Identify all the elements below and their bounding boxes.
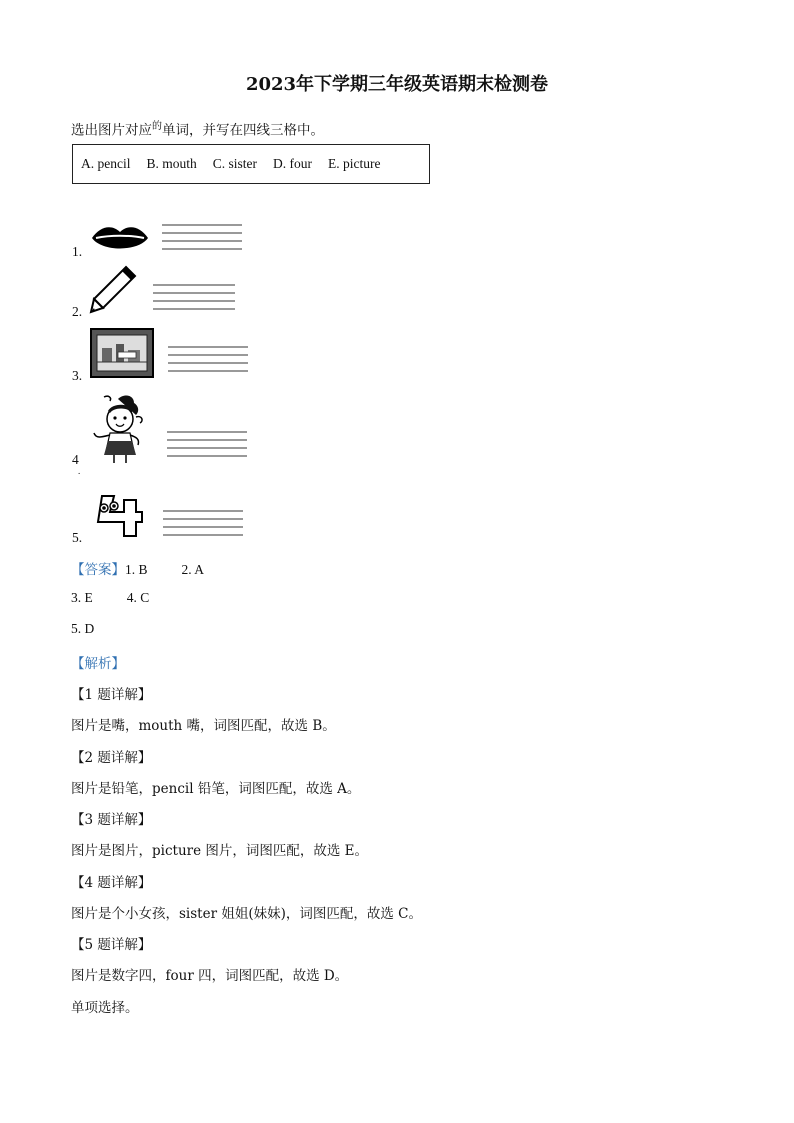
- analysis-label: 【解析】: [71, 656, 125, 672]
- writing-lines: [163, 510, 243, 540]
- question-number: 4: [72, 452, 79, 467]
- option-b: B. mouth: [146, 156, 197, 171]
- section-footer: 单项选择。: [71, 1000, 139, 1016]
- picture-frame-icon: [90, 328, 154, 378]
- writing-lines: [167, 431, 247, 461]
- options-box: [72, 144, 430, 184]
- dot-mark: .: [78, 466, 81, 476]
- question-number: 3.: [72, 368, 83, 383]
- detail-heading: 【1 题详解】: [71, 687, 152, 703]
- writing-lines: [168, 346, 248, 376]
- lips-icon: [90, 222, 150, 254]
- option-d: D. four: [273, 156, 313, 171]
- question-number: 5.: [72, 530, 83, 545]
- detail-body: 图片是个小女孩，sister 姐姐(妹妹)，词图匹配，故选 C。: [71, 906, 422, 922]
- option-c: C. sister: [212, 156, 258, 171]
- number-four-icon: [92, 494, 144, 538]
- option-e: E. picture: [328, 156, 381, 171]
- detail-body: 图片是图片，picture 图片，词图匹配，故选 E。: [71, 843, 369, 859]
- detail-body: 图片是铅笔，pencil 铅笔，词图匹配，故选 A。: [71, 781, 361, 797]
- detail-heading: 【3 题详解】: [71, 812, 152, 828]
- writing-lines: [153, 284, 235, 314]
- instruction: 选出图片对应$^的$单词，并写在四线三格中。: [71, 121, 324, 139]
- detail-heading: 【5 题详解】: [71, 937, 152, 953]
- girl-icon: [88, 393, 152, 469]
- detail-heading: 【4 题详解】: [71, 875, 152, 891]
- page-title: 2023年下学期三年级英语期末检测卷: [245, 74, 549, 95]
- answer-row-3: 5. D: [71, 621, 95, 636]
- detail-heading: 【2 题详解】: [71, 750, 152, 766]
- question-number: 2.: [72, 304, 83, 319]
- option-a: A. pencil: [81, 156, 131, 171]
- answer-label: 【答案】: [71, 562, 125, 578]
- detail-body: 图片是数字四，four 四，词图匹配，故选 D。: [71, 968, 349, 984]
- question-number: 1.: [72, 244, 83, 259]
- pencil-icon: [88, 264, 138, 314]
- writing-lines: [162, 224, 242, 254]
- detail-body: 图片是嘴，mouth 嘴，词图匹配，故选 B。: [71, 718, 336, 734]
- answer-row-1: 【答案】1. B 2. A: [71, 562, 205, 578]
- answer-row-2: 3. E 4. C: [71, 590, 150, 605]
